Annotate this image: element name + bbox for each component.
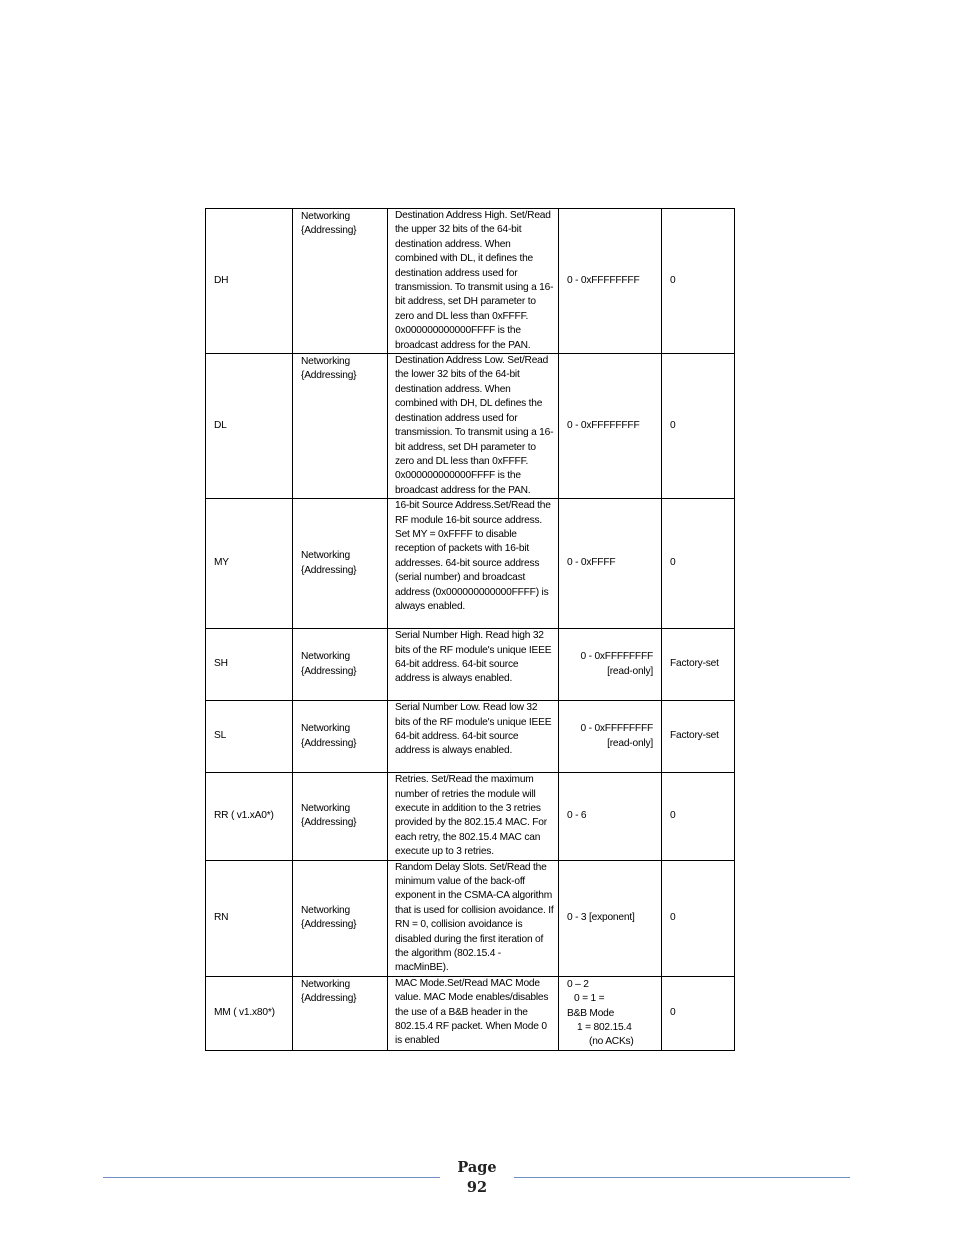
range-line: (no ACKs) bbox=[589, 1036, 634, 1048]
command-code: MM ( v1.x80*) bbox=[206, 976, 293, 1050]
table-row bbox=[206, 701, 735, 773]
command-default: 0 bbox=[662, 773, 735, 860]
table-row bbox=[206, 629, 735, 701]
table-row bbox=[206, 976, 735, 1050]
table-row bbox=[206, 860, 735, 976]
command-description: Random Delay Slots. Set/Read the minimum value of the back-off exponent in the CSMA-CA algorithm that is used for collision avoidance. If RN = 0, collision avoidance is disabled during the first iteration of the algorithm (802.15.4 - macMinBE). bbox=[388, 860, 559, 976]
command-table bbox=[205, 208, 735, 1051]
footer-divider-left bbox=[103, 1177, 440, 1178]
command-category: Networking {Addressing} bbox=[293, 701, 388, 773]
command-category: Networking {Addressing} bbox=[293, 860, 388, 976]
command-description: Destination Address Low. Set/Read the lower 32 bits of the 64-bit destination address. When combined with DH, DL defines the destination address used for transmission. To transmit using a 16-bit address, set DH parameter to zero and DL less than 0xFFFF. 0x000000000000FFFF is the broadcast address for the PAN. bbox=[388, 354, 559, 499]
command-description: MAC Mode.Set/Read MAC Mode value. MAC Mode enables/disables the use of a B&B header in the 802.15.4 RF packet. When Mode 0 is enabled bbox=[388, 976, 559, 1050]
command-code: DL bbox=[206, 354, 293, 499]
table-row bbox=[206, 499, 735, 629]
table-row bbox=[206, 209, 735, 354]
command-range: 0 - 3 [exponent] bbox=[559, 860, 662, 976]
command-description: Destination Address High. Set/Read the upper 32 bits of the 64-bit destination address. When combined with DL, it defines the destination address used for transmission. To transmit using a 16-bit address, set DH parameter to zero and DL less than 0xFFFF. 0x000000000000FFFF is the broadcast address for the PAN. bbox=[388, 209, 559, 354]
command-category: Networking {Addressing} bbox=[293, 773, 388, 860]
range-line: 0 = 1 = bbox=[574, 993, 605, 1005]
command-category: Networking {Addressing} bbox=[293, 209, 388, 354]
command-range: 0 - 0xFFFFFFFF [read-only] bbox=[559, 629, 662, 701]
command-default: 0 bbox=[662, 209, 735, 354]
range-line: B&B Mode bbox=[567, 1007, 615, 1019]
command-range: 0 - 0xFFFFFFFF bbox=[559, 209, 662, 354]
command-range: 0 - 0xFFFF bbox=[559, 499, 662, 629]
command-code: DH bbox=[206, 209, 293, 354]
command-default: 0 bbox=[662, 354, 735, 499]
command-range bbox=[559, 976, 662, 1050]
command-code: MY bbox=[206, 499, 293, 629]
command-category: Networking {Addressing} bbox=[293, 629, 388, 701]
command-description: 16-bit Source Address.Set/Read the RF module 16-bit source address. Set MY = 0xFFFF to disable reception of packets with 16-bit addresses. 64-bit source address (serial number) and broadcast address (0x000000000000FFFF) is always enabled. bbox=[388, 499, 559, 629]
command-category: Networking {Addressing} bbox=[293, 354, 388, 499]
command-default: 0 bbox=[662, 976, 735, 1050]
table-row bbox=[206, 773, 735, 860]
command-category: Networking {Addressing} bbox=[293, 976, 388, 1050]
command-range: 0 - 0xFFFFFFFF [read-only] bbox=[559, 701, 662, 773]
command-code: RR ( v1.xA0*) bbox=[206, 773, 293, 860]
command-default: Factory-set bbox=[662, 629, 735, 701]
range-line: 0 – 2 bbox=[567, 978, 589, 990]
footer-divider-right bbox=[514, 1177, 850, 1178]
command-description: Retries. Set/Read the maximum number of retries the module will execute in addition to the 3 retries provided by the 802.15.4 MAC. For each retry, the 802.15.4 MAC can execute up to 3 retries. bbox=[388, 773, 559, 860]
command-code: RN bbox=[206, 860, 293, 976]
command-code: SH bbox=[206, 629, 293, 701]
table-row bbox=[206, 354, 735, 499]
command-description: Serial Number Low. Read low 32 bits of the RF module's unique IEEE 64-bit address. 64-bit source address is always enabled. bbox=[388, 701, 559, 773]
command-default: 0 bbox=[662, 860, 735, 976]
command-range: 0 - 6 bbox=[559, 773, 662, 860]
command-default: 0 bbox=[662, 499, 735, 629]
command-description: Serial Number High. Read high 32 bits of the RF module's unique IEEE 64-bit address. 64-bit source address is always enabled. bbox=[388, 629, 559, 701]
command-default: Factory-set bbox=[662, 701, 735, 773]
range-line: 1 = 802.15.4 bbox=[577, 1022, 632, 1034]
command-code: SL bbox=[206, 701, 293, 773]
command-range: 0 - 0xFFFFFFFF bbox=[559, 354, 662, 499]
command-category: Networking {Addressing} bbox=[293, 499, 388, 629]
page-number: Page 92 bbox=[457, 1159, 497, 1196]
